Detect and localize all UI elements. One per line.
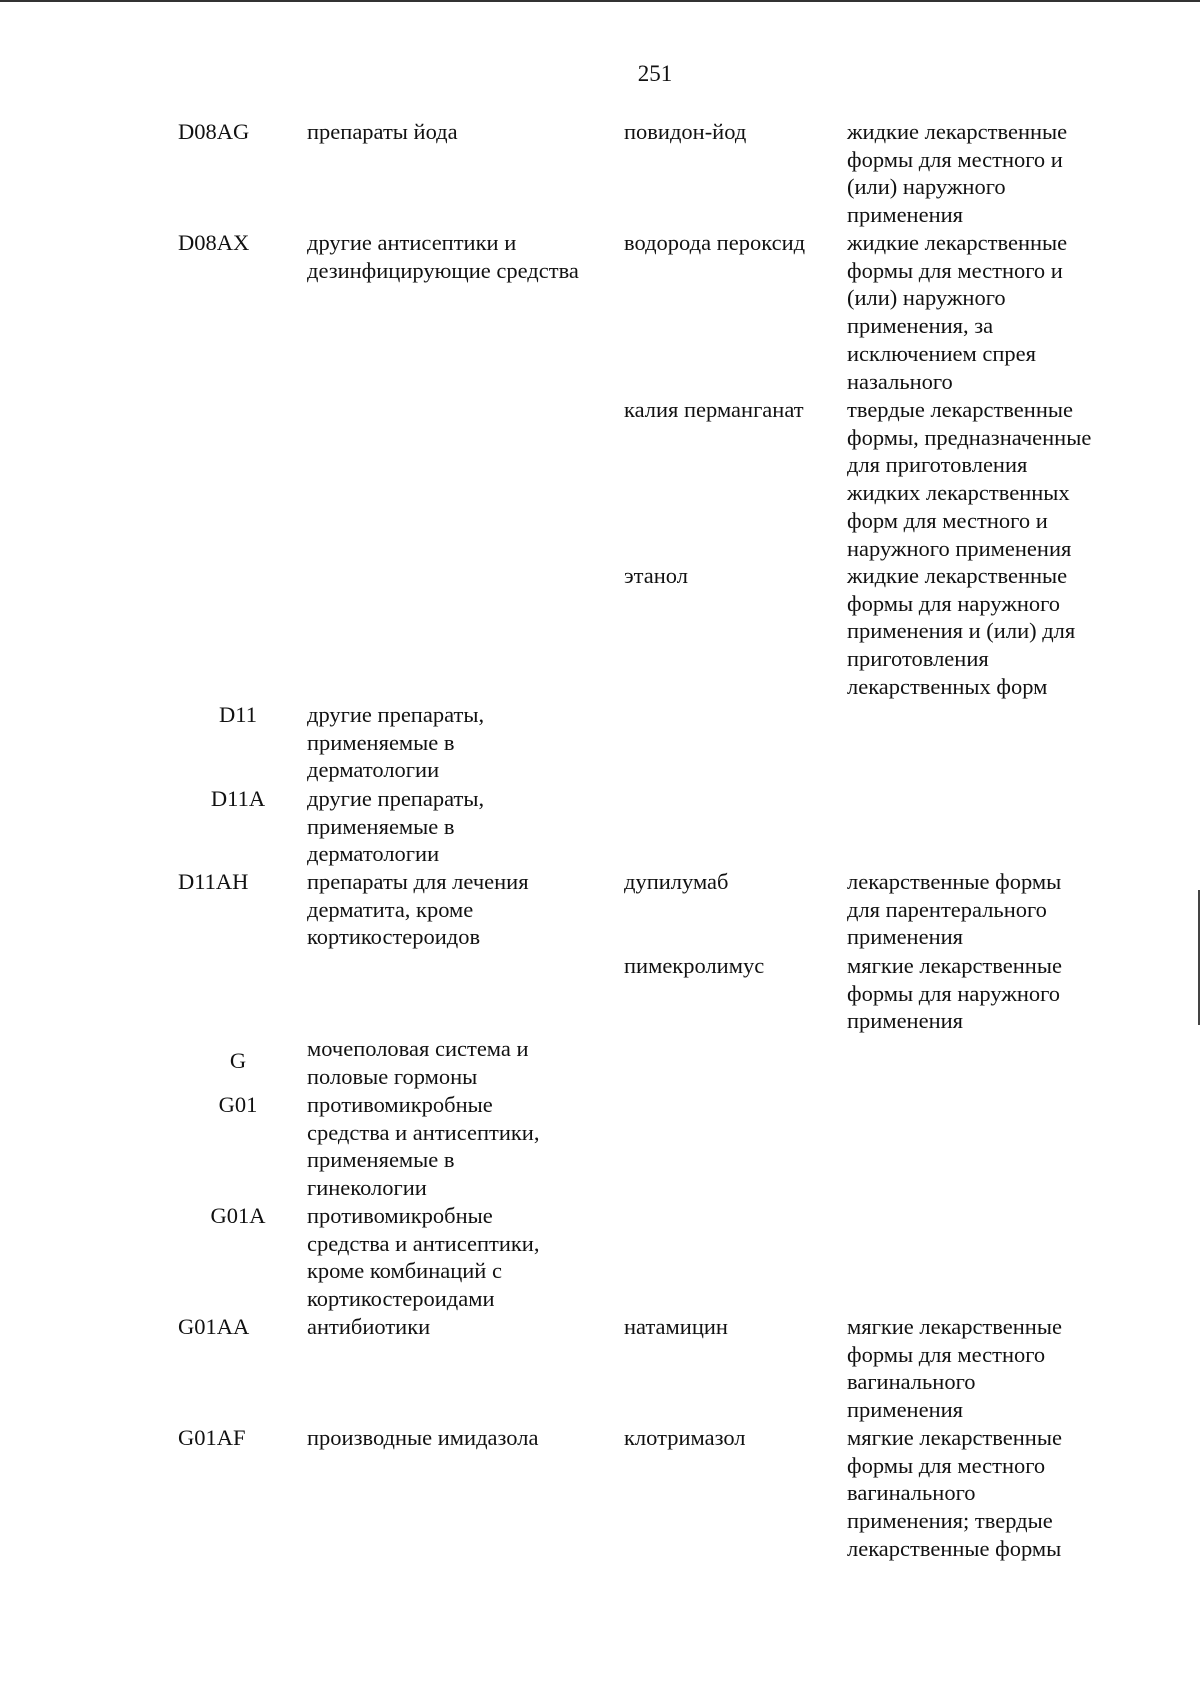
dosage-form: жидкие лекарственные формы для местного и (или) наружного применения: [847, 119, 1068, 228]
atc-group-name: другие препараты, применяемые в дерматологии: [307, 786, 485, 867]
atc-code: G01: [218, 1092, 258, 1117]
atc-code: D11AH: [178, 869, 249, 894]
drug-name: калия перманганат: [624, 397, 804, 422]
atc-group-name: противомикробные средства и антисептики, применяемые в гинекологии: [307, 1092, 540, 1201]
atc-code: D11A: [210, 786, 266, 811]
drug-name: клотримазол: [624, 1425, 746, 1450]
atc-group-name: противомикробные средства и антисептики, кроме комбинаций с кортикостероидами: [307, 1203, 540, 1312]
atc-group-name: препараты йода: [307, 119, 458, 144]
atc-group-name: другие антисептики и дезинфицирующие средства: [307, 230, 579, 283]
dosage-form: мягкие лекарственные формы для местного вагинального применения: [847, 1314, 1062, 1423]
atc-code: G: [229, 1048, 247, 1073]
dosage-form: жидкие лекарственные формы для наружного применения и (или) для приготовления лекарственных форм: [847, 563, 1076, 699]
drug-name: пимекролимус: [624, 953, 765, 978]
atc-group-name: мочеполовая система и половые гормоны: [307, 1036, 529, 1089]
atc-code: G01AA: [178, 1314, 250, 1339]
drug-name: натамицин: [624, 1314, 728, 1339]
scan-border-top: [0, 0, 1200, 2]
atc-code: D08AX: [178, 230, 250, 255]
atc-code: D11: [219, 702, 257, 727]
atc-code: D08AG: [178, 119, 250, 144]
atc-group-name: антибиотики: [307, 1314, 431, 1339]
atc-group-name: препараты для лечения дерматита, кроме кортикостероидов: [307, 869, 529, 950]
dosage-form: жидкие лекарственные формы для местного и (или) наружного применения, за исключением спрея назального: [847, 230, 1068, 394]
drug-name: повидон-йод: [624, 119, 747, 144]
dosage-form: мягкие лекарственные формы для местного вагинального применения; твердые лекарственные формы: [847, 1425, 1062, 1561]
dosage-form: мягкие лекарственные формы для наружного применения: [847, 953, 1062, 1034]
drug-name: дупилумаб: [624, 869, 729, 894]
atc-code: G01A: [210, 1203, 266, 1228]
drug-name: этанол: [624, 563, 688, 588]
atc-group-name: другие препараты, применяемые в дерматологии: [307, 702, 485, 783]
dosage-form: твердые лекарственные формы, предназначенные для приготовления жидких лекарственных форм для местного и наружного применения: [847, 397, 1092, 561]
atc-group-name: производные имидазола: [307, 1425, 539, 1450]
page-number: 251: [637, 61, 673, 86]
atc-code: G01AF: [178, 1425, 246, 1450]
drug-name: водорода пероксид: [624, 230, 806, 255]
dosage-form: лекарственные формы для парентерального применения: [847, 869, 1062, 950]
